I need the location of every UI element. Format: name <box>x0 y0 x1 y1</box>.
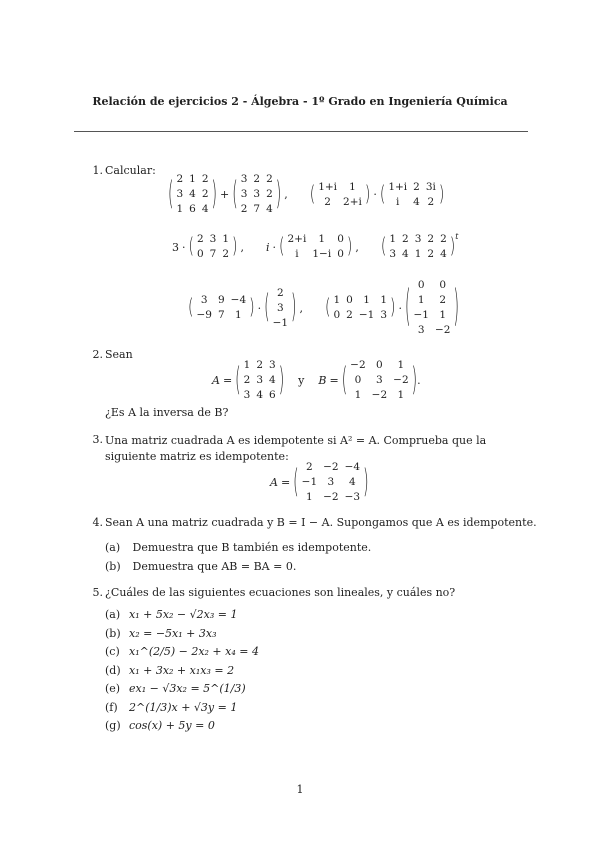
right-paren: ) <box>438 182 445 207</box>
right-paren: ) <box>211 176 217 213</box>
matrix-cell: 1 <box>380 294 388 306</box>
matrix-cell: 3 <box>414 233 422 245</box>
matrix-row <box>241 373 279 388</box>
matrix-row <box>347 373 411 388</box>
matrix-cell: 3 <box>200 294 208 306</box>
matrix <box>264 286 296 331</box>
matrix-row <box>270 316 291 331</box>
exercise-5-number: 5. <box>92 586 103 599</box>
matrix-cell: 2 <box>256 359 264 371</box>
dot-operator: · <box>398 301 402 315</box>
exercise-1-row-2 <box>172 232 458 262</box>
matrix-row <box>241 388 279 403</box>
matrix-body <box>386 232 449 262</box>
matrix-row <box>238 202 276 217</box>
matrix-cell: 1 <box>397 389 405 401</box>
exercise-1-row-1 <box>168 172 444 217</box>
matrix-cell: 2 <box>276 286 284 299</box>
matrix-row <box>173 187 211 202</box>
dot-operator: · <box>272 240 277 254</box>
matrix-cell: 1 <box>417 294 425 306</box>
matrix <box>381 232 455 262</box>
matrix-cell: −2 <box>350 359 366 371</box>
matrix-cell: 3 <box>327 476 335 488</box>
matrix-cell: 1 <box>189 173 196 185</box>
exercise-3-number: 3. <box>92 433 103 446</box>
matrix-cell: 2 <box>440 233 447 245</box>
matrix-row <box>330 293 390 308</box>
right-paren: ) <box>390 295 396 321</box>
matrix-cell: 2 <box>439 294 447 306</box>
equation-item <box>105 701 259 720</box>
left-paren: ( <box>325 295 331 321</box>
matrix-row <box>299 475 363 490</box>
matrix-cell: 2 <box>240 203 248 215</box>
matrix <box>279 232 352 262</box>
matrix <box>168 172 217 217</box>
comma: , <box>299 301 304 315</box>
matrix-cell: 3 <box>380 309 388 321</box>
matrix-row <box>315 180 365 195</box>
matrix-cell: 0 <box>376 359 383 371</box>
matrix-label-b: B <box>318 374 327 387</box>
exercise-3-equation <box>270 460 369 505</box>
right-paren: ) <box>232 234 238 260</box>
left-paren: ( <box>264 289 270 327</box>
matrix-cell: 2 <box>266 173 273 185</box>
matrix-cell: −9 <box>196 309 212 321</box>
matrix-cell: 2 <box>201 173 209 185</box>
matrix-row <box>315 195 365 210</box>
matrix-row <box>386 232 449 247</box>
exercise-4-text: Sean A una matriz cuadrada y B = I − A. Supongamos que A es idempotente. <box>105 516 537 529</box>
matrix-cell: 2 <box>253 173 261 185</box>
matrix-cell: 4 <box>413 195 420 208</box>
connector-word: y <box>298 374 305 387</box>
matrix-row <box>270 286 291 301</box>
exercise-1-prompt: Calcular: <box>105 164 156 177</box>
matrix-cell: −2 <box>323 461 339 473</box>
matrix-cell: 2 <box>222 248 230 260</box>
matrix-cell: 0 <box>337 248 344 260</box>
comma: , <box>240 240 244 254</box>
header-divider <box>74 131 528 132</box>
left-paren: ( <box>293 464 299 501</box>
matrix-cell: 1 <box>318 233 326 245</box>
matrix-body <box>330 293 390 323</box>
matrix-cell: 2+i <box>343 195 362 208</box>
matrix-cell: 1 <box>243 359 251 371</box>
matrix <box>310 180 371 210</box>
item-label: (a) <box>105 608 121 621</box>
matrix-cell: 3 <box>417 324 425 336</box>
matrix-cell: 4 <box>349 476 356 488</box>
matrix-cell: 2 <box>266 188 273 200</box>
exercise-4-item-a <box>105 541 371 554</box>
matrix <box>235 358 284 403</box>
equals-sign: = <box>222 374 233 387</box>
matrix-cell: 0 <box>337 233 344 245</box>
matrix-row <box>241 358 279 373</box>
exercise-5-text: ¿Cuáles de las siguientes ecuaciones son lineales, y cuáles no? <box>105 586 456 599</box>
matrix-cell: 2 <box>324 195 331 208</box>
equals-sign: = <box>329 374 339 387</box>
matrix-body <box>315 180 365 210</box>
matrix-body <box>241 358 279 403</box>
matrix-cell: 1 <box>333 294 341 306</box>
item-label: (b) <box>105 560 121 573</box>
matrix <box>188 293 255 323</box>
matrix <box>325 293 395 323</box>
matrix-cell: 1+i <box>388 180 408 193</box>
matrix-row <box>285 247 347 262</box>
exercise-2-equation <box>212 358 421 403</box>
right-paren: ) <box>364 182 371 207</box>
right-paren: ) <box>275 176 282 213</box>
matrix-body <box>285 232 347 262</box>
left-paren: ( <box>235 362 241 399</box>
matrix-cell: 2 <box>427 195 435 208</box>
matrix-cell: 3 <box>243 389 251 401</box>
page-title: Relación de ejercicios 2 - Álgebra - 1º Grado en Ingeniería Química <box>92 95 508 108</box>
left-paren: ( <box>188 234 194 260</box>
matrix <box>232 172 281 217</box>
matrix-body <box>270 286 291 331</box>
right-paren: ) <box>291 289 297 327</box>
item-text: Demuestra que AB = BA = 0. <box>132 560 297 573</box>
matrix-row <box>194 232 232 247</box>
equation-item <box>105 608 259 627</box>
page-number: 1 <box>296 783 304 796</box>
matrix-cell: −2 <box>393 374 409 386</box>
matrix-cell: −2 <box>323 491 339 503</box>
matrix-cell: 2+i <box>287 233 307 245</box>
item-label: (g) <box>105 719 121 732</box>
matrix-row <box>410 293 453 308</box>
exercise-1-number: 1. <box>92 164 103 177</box>
matrix-cell: 3 <box>256 374 264 386</box>
matrix-label-a: A <box>212 374 220 387</box>
equation-item <box>105 682 259 701</box>
matrix-cell: 7 <box>209 248 217 260</box>
dot-operator: · <box>373 188 377 201</box>
matrix-cell: −1 <box>301 476 318 488</box>
matrix-body <box>347 358 411 403</box>
equation-item <box>105 645 259 664</box>
right-paren: ) <box>449 234 456 260</box>
matrix-row <box>299 490 363 505</box>
matrix-cell: 2 <box>346 309 353 321</box>
dot-operator: · <box>257 301 262 315</box>
matrix-cell: −2 <box>434 324 451 336</box>
matrix-cell: −1 <box>358 309 375 321</box>
matrix <box>380 180 445 210</box>
matrix-cell: 0 <box>333 309 341 321</box>
equation: ex₁ − √3x₂ = 5^(1/3) <box>129 682 246 695</box>
matrix <box>342 358 417 403</box>
matrix-cell: 3 <box>269 359 276 371</box>
matrix-cell: 1 <box>389 233 396 245</box>
left-paren: ( <box>405 283 411 333</box>
matrix-cell: 6 <box>189 203 196 215</box>
matrix-cell: 0 <box>417 279 425 291</box>
matrix-cell: 0 <box>439 279 447 291</box>
matrix-cell: −1 <box>272 316 289 329</box>
left-paren: ( <box>279 234 285 260</box>
item-label: (f) <box>105 700 118 714</box>
matrix-cell: 9 <box>217 294 225 306</box>
matrix-cell: 7 <box>253 203 261 215</box>
matrix-body <box>410 278 453 338</box>
matrix-cell: 2 <box>413 180 420 193</box>
matrix-cell: 2 <box>201 188 209 200</box>
right-paren: ) <box>346 234 353 260</box>
equation: x₁ + 5x₂ − √2x₃ = 1 <box>129 608 238 621</box>
matrix-cell: −4 <box>230 294 247 306</box>
matrix-cell: 3 <box>240 188 248 200</box>
matrix-cell: 1 <box>176 203 184 215</box>
left-paren: ( <box>168 176 174 213</box>
matrix-row <box>193 308 249 323</box>
matrix-row <box>193 293 249 308</box>
matrix-cell: 1 <box>363 294 370 306</box>
item-label: (a) <box>105 541 121 554</box>
matrix-cell: 1 <box>306 491 313 503</box>
equation: cos(x) + 5y = 0 <box>129 719 215 732</box>
matrix-row <box>386 247 449 262</box>
matrix-row <box>238 187 276 202</box>
matrix-cell: i <box>396 195 400 208</box>
matrix-row <box>270 301 291 316</box>
equation: 2^(1/3)x + √3y = 1 <box>129 700 238 714</box>
plus-sign: + <box>220 188 230 201</box>
matrix-body <box>238 172 276 217</box>
matrix-row <box>194 247 232 262</box>
matrix-cell: 4 <box>269 374 276 386</box>
matrix-cell: 2 <box>427 248 435 260</box>
matrix-row <box>173 172 211 187</box>
right-paren: ) <box>363 464 369 501</box>
matrix-row <box>410 308 453 323</box>
matrix-cell: 2 <box>196 233 204 245</box>
matrix-row <box>173 202 211 217</box>
period: . <box>417 374 421 387</box>
exercise-4-number: 4. <box>92 516 103 529</box>
equation-item <box>105 719 259 738</box>
exercise-1-row-3 <box>188 278 459 338</box>
matrix-cell: 3i <box>425 180 436 193</box>
matrix-cell: 3 <box>176 188 184 200</box>
equation: x₁ + 3x₂ + x₁x₃ = 2 <box>129 663 235 677</box>
item-label: (d) <box>105 663 121 677</box>
matrix-cell: 1 <box>439 309 447 321</box>
matrix-cell: 1+i <box>318 180 338 193</box>
exercise-3-text: Una matriz cuadrada A es idempotente si A² = A. Comprueba que la siguiente matriz es idempotente: <box>105 434 487 463</box>
left-paren: ( <box>380 234 387 260</box>
matrix-cell: 4 <box>402 248 409 260</box>
matrix-cell: 4 <box>201 203 209 215</box>
comma: , <box>355 240 359 254</box>
matrix-cell: 4 <box>189 188 196 200</box>
matrix-cell: 3 <box>253 188 261 200</box>
matrix-cell: 0 <box>196 248 204 260</box>
matrix-cell: 1 <box>414 248 422 260</box>
exercise-2-question: ¿Es A la inversa de B? <box>105 406 229 419</box>
matrix-cell: 1 <box>349 180 356 193</box>
matrix-body <box>194 232 232 262</box>
exercise-4-item-b <box>105 560 296 573</box>
equation-item <box>105 664 259 683</box>
matrix-cell: 3 <box>276 301 284 314</box>
matrix-cell: −1 <box>413 309 429 321</box>
matrix-cell: 1 <box>354 389 362 401</box>
matrix-row <box>285 232 347 247</box>
item-label: (b) <box>105 626 121 640</box>
matrix-cell: 1 <box>235 309 242 321</box>
exercise-5-items <box>105 608 259 738</box>
right-paren: ) <box>278 362 285 399</box>
matrix-label-a: A <box>270 476 278 489</box>
matrix-cell: 2 <box>427 233 435 245</box>
matrix-cell: 4 <box>440 248 447 260</box>
right-paren: ) <box>411 362 418 399</box>
matrix <box>293 460 368 505</box>
right-paren: ) <box>453 283 459 333</box>
dot-operator: · <box>182 240 186 254</box>
scalar: 3 <box>172 240 179 254</box>
matrix-cell: 1 <box>397 359 405 371</box>
equals-sign: = <box>280 476 291 489</box>
matrix-cell: 3 <box>389 248 396 260</box>
equation: x₁^(2/5) − 2x₂ + x₄ = 4 <box>129 645 259 658</box>
equation: x₂ = −5x₁ + 3x₃ <box>129 626 217 640</box>
matrix-row <box>299 460 363 475</box>
comma: , <box>284 188 288 201</box>
matrix-cell: −2 <box>371 389 388 401</box>
matrix-cell: 0 <box>354 374 362 386</box>
matrix-cell: 1−i <box>312 248 332 260</box>
left-paren: ( <box>232 176 238 213</box>
matrix-cell: 2 <box>402 233 409 245</box>
matrix-row <box>347 388 411 403</box>
matrix-cell: 7 <box>217 309 225 321</box>
matrix-body <box>193 293 249 323</box>
matrix-cell: i <box>295 248 299 260</box>
matrix-cell: 4 <box>266 203 273 215</box>
matrix-cell: 0 <box>346 294 353 306</box>
item-label: (e) <box>105 682 121 695</box>
matrix-cell: 3 <box>376 374 383 386</box>
matrix-cell: −3 <box>344 491 361 503</box>
matrix-row <box>410 323 453 338</box>
left-paren: ( <box>309 182 316 207</box>
matrix <box>405 278 459 338</box>
equation-item <box>105 627 259 646</box>
scalar-i: i <box>266 240 270 254</box>
left-paren: ( <box>379 182 386 207</box>
item-text: Demuestra que B también es idempotente. <box>132 541 372 554</box>
matrix-cell: 1 <box>222 233 230 245</box>
matrix-cell: 6 <box>269 389 276 401</box>
matrix-row <box>238 172 276 187</box>
matrix-cell: 2 <box>243 374 251 386</box>
matrix-cell: 2 <box>176 173 184 185</box>
matrix-cell: 3 <box>209 233 217 245</box>
matrix-cell: 4 <box>256 389 264 401</box>
exercise-2-prompt: Sean <box>105 348 133 361</box>
item-label: (c) <box>105 645 120 658</box>
matrix-body <box>385 180 439 210</box>
matrix-body <box>173 172 211 217</box>
right-paren: ) <box>249 295 255 321</box>
matrix-cell: −4 <box>344 461 361 473</box>
exercise-2-number: 2. <box>92 348 103 361</box>
matrix-row <box>385 195 439 210</box>
matrix-row <box>410 278 453 293</box>
transpose-mark: t <box>455 232 459 241</box>
matrix-row <box>347 358 411 373</box>
matrix-row <box>385 180 439 195</box>
left-paren: ( <box>341 362 348 399</box>
matrix-row <box>330 308 390 323</box>
matrix <box>189 232 238 262</box>
matrix-body <box>299 460 363 505</box>
left-paren: ( <box>188 295 194 321</box>
matrix-cell: 2 <box>306 461 313 473</box>
matrix-cell: 3 <box>240 173 248 185</box>
